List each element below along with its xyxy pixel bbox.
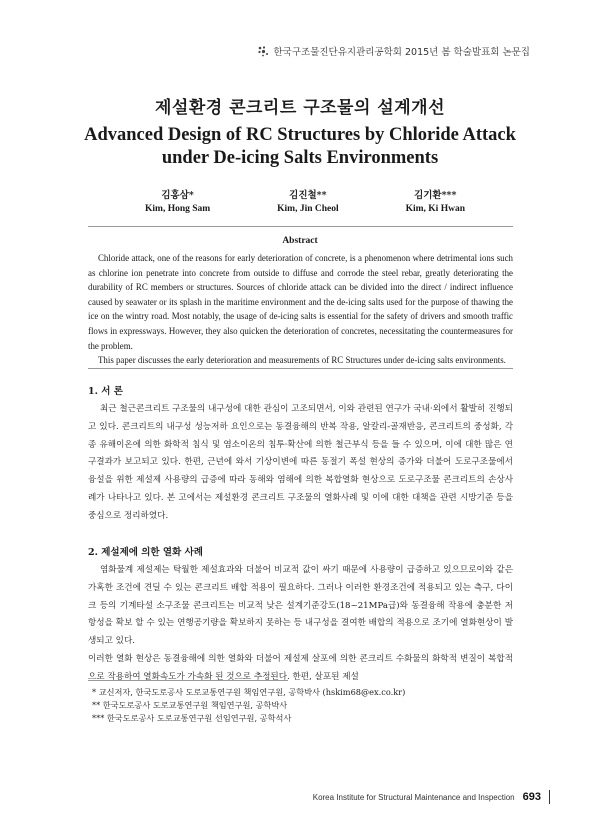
footer-bar <box>549 790 550 804</box>
journal-header <box>257 44 530 58</box>
page-footer <box>313 790 550 804</box>
section-2-heading: 2. 제설제에 의한 열화 사례 <box>88 547 203 558</box>
author-list <box>145 187 465 214</box>
section-2-paragraph: 이러한 열화 현상은 동결융해에 의한 열화와 더불어 제설제 살포에 의한 콘크리트 수화물의 화학적 변질이 복합적으로 작용하여 열화속도가 가속화 된 것으로 추정된다. 한편, 살포된 제설 <box>88 653 513 682</box>
author-name-korean: 김진철** <box>289 190 327 201</box>
journal-logo-icon <box>257 45 269 57</box>
page-number: 693 <box>522 791 541 803</box>
author-name-korean: 김홍삼* <box>161 190 194 201</box>
author-1 <box>145 187 210 214</box>
author-2 <box>277 187 339 214</box>
section-1-paragraph: 최근 철근콘크리트 구조물의 내구성에 대한 관심이 고조되면서, 이와 관련된 연구가 국내·외에서 활발히 진행되고 있다. 콘크리트의 내구성 성능저하 요인으로는 동결융해의 반복 작용, 알칼리-골재반응, 콘크리트의 중성화, 각종 유해이온에 의한 화학적 침식 및 염소이온의 침투·확산에 의한 철근부식 등을 들 수 있으며, 이에 대한 많은 연구결과가 보고되고 있다. 한편, 근년에 와서 기상이변에 따른 동절기 폭설 현상의 증가와 더불어 도로구조물에서 융설을 위한 제설제 사용량의 급증에 따라 동해와 염해에 의한 복합열화 현상으로 도로구조물 콘크리트의 손상사례가 나타나고 있다. 본 고에서는 제설환경 콘크리트 구조물의 열화사례 및 이에 대한 대책을 관련 시방기준 등을 중심으로 정리하였다. <box>88 404 513 521</box>
journal-name: 한국구조물진단유지관리공학회 2015년 봄 학술발표회 논문집 <box>273 47 530 58</box>
footnote-1: * 교신저자, 한국도로공사 도로교통연구원 책임연구원, 공학박사 (hskim68@ex.co.kr) <box>92 687 406 697</box>
divider-top <box>88 226 513 227</box>
title-english-line2: under De-icing Salts Environments <box>161 148 439 168</box>
author-name-english: Kim, Ki Hwan <box>405 204 465 214</box>
footnote-3: *** 한국도로공사 도로교통연구원 선임연구원, 공학석사 <box>92 713 292 723</box>
title-english-line1: Advanced Design of RC Structures by Chloride Attack <box>84 125 516 145</box>
author-name-korean: 김기환*** <box>414 190 457 201</box>
footnote-2: ** 한국도로공사 도로교통연구원 책임연구원, 공학박사 <box>92 700 288 710</box>
author-name-english: Kim, Jin Cheol <box>277 204 339 214</box>
title-english <box>0 124 600 170</box>
section-2-body <box>88 562 513 687</box>
section-1-heading: 1. 서 론 <box>88 386 123 397</box>
footnotes <box>92 686 512 725</box>
section-2-paragraph: 염화물계 제설제는 탁월한 제설효과와 더불어 비교적 값이 싸기 때문에 사용량이 급증하고 있으므로이와 같은 가혹한 조건에 견딜 수 있는 콘크리트 배합 적용이 필요하다. 그러나 이러한 환경조건에 적용되고 있는 측구, 다이크 등의 기계타설 소구조물 콘크리트는 비교적 낮은 설계기준강도(18~21MPa급)와 동결융해 작용에 충분한 저항성을 확보 할 수 있는 연행공기량을 확보하지 못하는 등 내구성을 결여한 배합의 적용으로 조기에 열화현상이 발생되고 있다. <box>88 565 513 647</box>
abstract-paragraph: Chloride attack, one of the reasons for early deterioration of concrete, is a phenomenon where detrimental ions such as chlorine ion penetrate into concrete from outside to diffuse and corrode the steel rebar, greatly deteriorating the durability of RC members or structures. Sources of chloride attack can be divided into the direct / indirect influence caused by seawater or its splash in the maritime environment and the de-icing salts used for the purpose of thawing the ice on the wintry road. Most notably, the usage of de-icing salts is essential for the safety of drivers and smooth traffic flows in expressways. However, they also quicken the deterioration of concretes, necessitating the countermeasures for the problem. <box>88 253 513 351</box>
title-korean: 제설환경 콘크리트 구조물의 설계개선 <box>154 98 445 118</box>
section-1-body <box>88 401 513 526</box>
abstract-paragraph: This paper discusses the early deterioration and measurements of RC Structures under de-icing salts environments. <box>98 355 506 366</box>
footer-institute: Korea Institute for Structural Maintenance and Inspection <box>312 792 515 802</box>
footnote-divider <box>88 680 288 681</box>
author-name-english: Kim, Hong Sam <box>145 204 211 214</box>
divider-abstract <box>88 368 513 369</box>
abstract-heading: Abstract <box>282 236 318 246</box>
abstract-body <box>88 251 513 368</box>
author-3 <box>406 187 465 214</box>
